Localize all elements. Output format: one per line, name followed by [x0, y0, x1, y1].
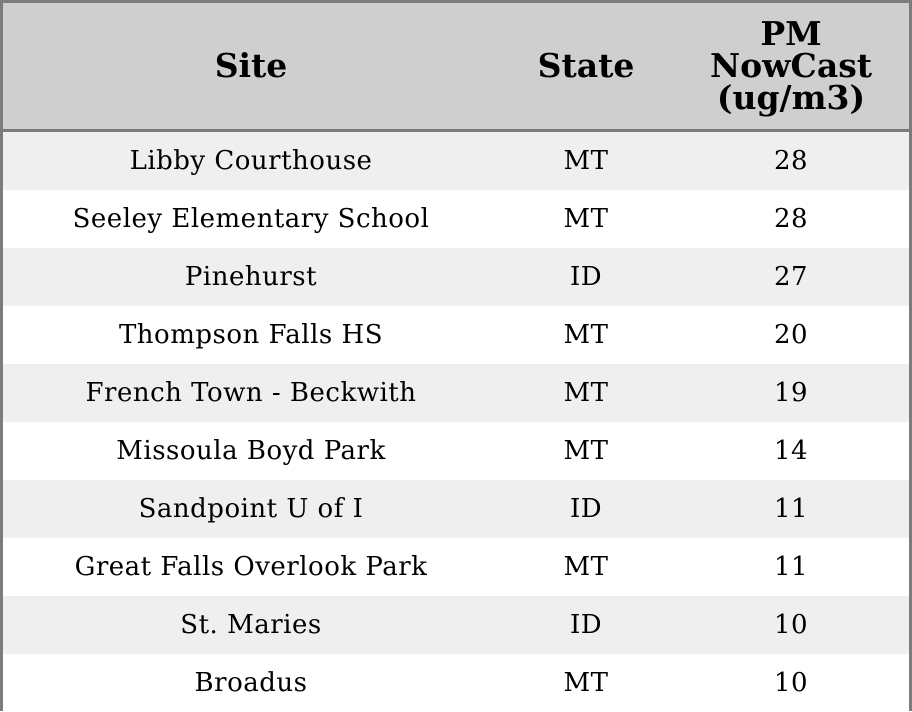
cell-state: MT: [563, 378, 609, 408]
table-row: [3, 422, 909, 480]
cell-site: Missoula Boyd Park: [116, 436, 386, 466]
table-body: [3, 132, 909, 712]
table-row: [3, 654, 909, 712]
column-header-pm-nowcast: [673, 3, 909, 129]
cell-state: ID: [569, 262, 603, 292]
cell-state: MT: [563, 146, 609, 176]
column-header-pm-line-2: NowCast: [709, 46, 873, 85]
cell-state: MT: [563, 436, 609, 466]
table-row: [3, 132, 909, 190]
cell-state: MT: [563, 552, 609, 582]
table-row: [3, 248, 909, 306]
column-header-state: [499, 3, 673, 129]
table-row: [3, 480, 909, 538]
table-row: [3, 306, 909, 364]
cell-pm-nowcast: 28: [773, 146, 809, 176]
cell-state: MT: [563, 668, 609, 698]
column-header-site-label: Site: [214, 46, 288, 85]
cell-pm-nowcast: 11: [773, 494, 809, 524]
column-header-site: [3, 3, 499, 129]
cell-pm-nowcast: 10: [773, 668, 809, 698]
cell-site: Great Falls Overlook Park: [74, 552, 428, 582]
cell-pm-nowcast: 10: [773, 610, 809, 640]
cell-pm-nowcast: 11: [773, 552, 809, 582]
cell-site: St. Maries: [180, 610, 322, 640]
column-header-pm-line-1: PM: [760, 14, 822, 53]
cell-site: Seeley Elementary School: [72, 204, 430, 234]
table-header-row: [3, 3, 909, 132]
cell-pm-nowcast: 14: [773, 436, 809, 466]
cell-pm-nowcast: 19: [773, 378, 809, 408]
cell-pm-nowcast: 27: [773, 262, 809, 292]
cell-site: Broadus: [194, 668, 308, 698]
cell-site: Sandpoint U of I: [138, 494, 364, 524]
table-row: [3, 364, 909, 422]
table-row: [3, 596, 909, 654]
column-header-state-label: State: [537, 46, 635, 85]
cell-site: French Town - Beckwith: [85, 378, 417, 408]
cell-site: Pinehurst: [184, 262, 318, 292]
table-row: [3, 538, 909, 596]
cell-site: Thompson Falls HS: [118, 320, 384, 350]
cell-state: MT: [563, 204, 609, 234]
cell-pm-nowcast: 20: [773, 320, 809, 350]
column-header-pm-line-3: (ug/m3): [716, 78, 866, 117]
cell-site: Libby Courthouse: [129, 146, 373, 176]
cell-state: MT: [563, 320, 609, 350]
cell-state: ID: [569, 610, 603, 640]
cell-state: ID: [569, 494, 603, 524]
cell-pm-nowcast: 28: [773, 204, 809, 234]
table-row: [3, 190, 909, 248]
